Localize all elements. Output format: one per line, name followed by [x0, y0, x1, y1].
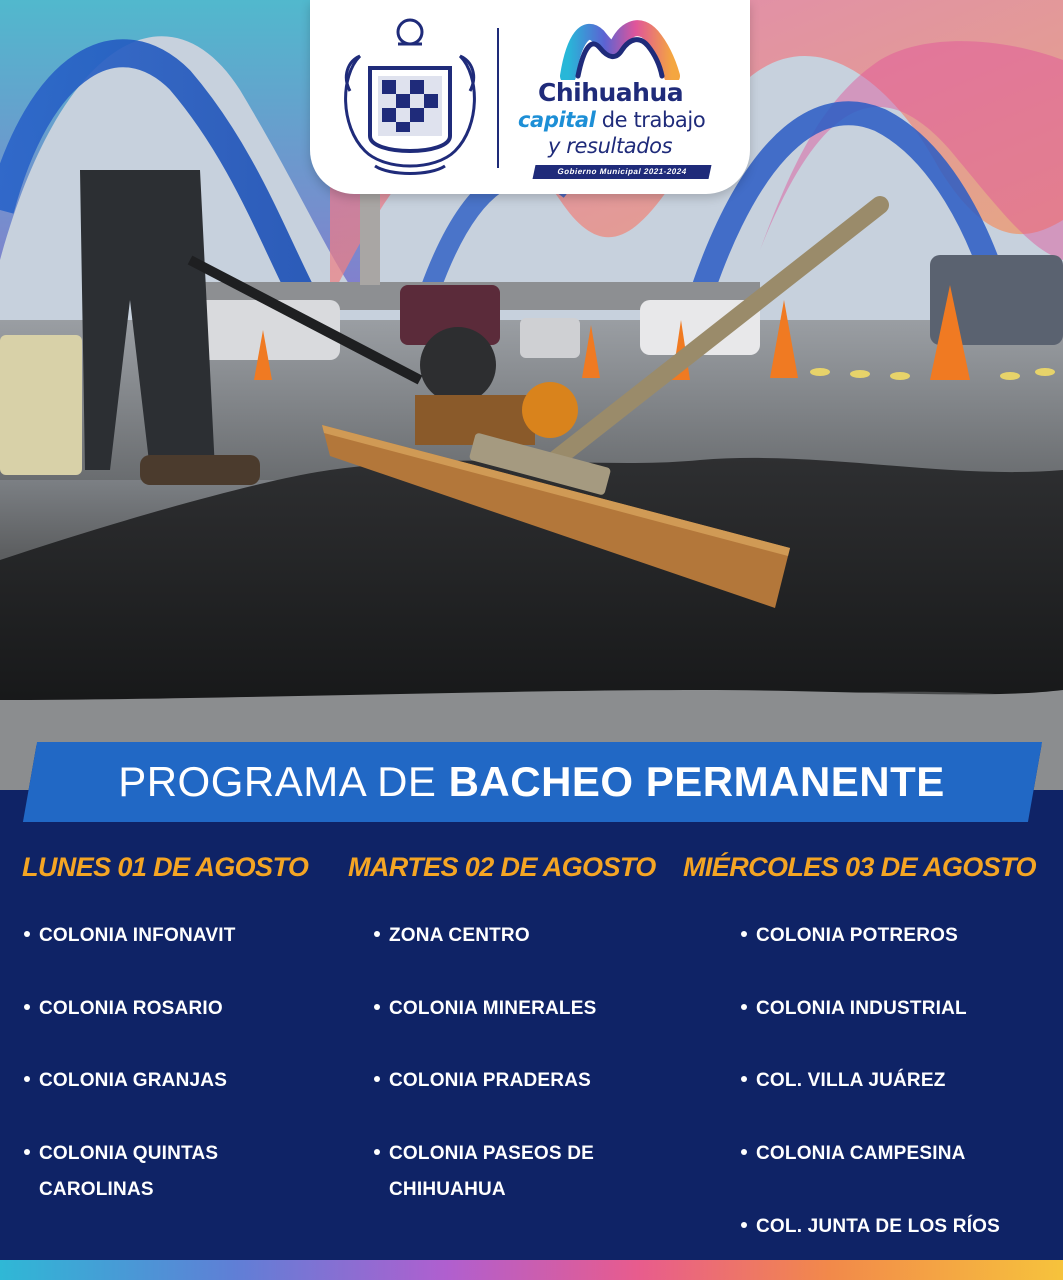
- list-item: COLONIA GRANJAS: [24, 1063, 227, 1099]
- day-title: MIÉRCOLES 03 DE AGOSTO: [683, 852, 1036, 882]
- list-item: COLONIA MINERALES: [374, 991, 596, 1027]
- bullet-icon: [24, 1004, 30, 1010]
- brand-slogan-line1: [518, 108, 705, 132]
- bullet-icon: [741, 1149, 747, 1155]
- brand-slogan-line2: y resultados: [548, 134, 673, 158]
- bullet-icon: [374, 1076, 380, 1082]
- day-title: LUNES 01 DE AGOSTO: [22, 852, 309, 882]
- program-title-bold: BACHEO PERMANENTE: [448, 758, 945, 805]
- list-item: COLONIA PASEOS DE CHIHUAHUA: [374, 1136, 594, 1208]
- bullet-icon: [741, 1004, 747, 1010]
- list-item: COLONIA INDUSTRIAL: [741, 991, 967, 1027]
- bullet-icon: [374, 1004, 380, 1010]
- list-item: ZONA CENTRO: [374, 918, 530, 954]
- brand-slogan-accent: capital: [518, 108, 596, 132]
- brand-slogan-rest: de trabajo: [595, 108, 706, 132]
- list-item: COLONIA INFONAVIT: [24, 918, 236, 954]
- rainbow-strip: [0, 1260, 1063, 1280]
- bullet-icon: [741, 1076, 747, 1082]
- logo-divider: [497, 28, 499, 168]
- list-item: COL. JUNTA DE LOS RÍOS: [741, 1209, 1000, 1245]
- bullet-icon: [374, 1149, 380, 1155]
- list-item: COLONIA QUINTAS CAROLINAS: [24, 1136, 218, 1208]
- bullet-icon: [741, 1222, 747, 1228]
- bullet-icon: [24, 1076, 30, 1082]
- program-title: [0, 752, 1063, 812]
- list-item: COLONIA PRADERAS: [374, 1063, 591, 1099]
- brand-mountains-icon: [560, 18, 680, 80]
- coat-of-arms-icon: [340, 16, 480, 181]
- list-item: COLONIA ROSARIO: [24, 991, 223, 1027]
- bullet-icon: [374, 931, 380, 937]
- schedule-section: [0, 822, 1063, 1260]
- government-tag: Gobierno Municipal 2021-2024: [533, 165, 712, 179]
- brand-name: Chihuahua: [538, 78, 684, 107]
- bullet-icon: [24, 931, 30, 937]
- logo-card: [310, 0, 750, 194]
- list-item: COLONIA POTREROS: [741, 918, 958, 954]
- bullet-icon: [24, 1149, 30, 1155]
- list-item: COL. VILLA JUÁREZ: [741, 1063, 946, 1099]
- bullet-icon: [741, 931, 747, 937]
- day-title: MARTES 02 DE AGOSTO: [348, 852, 656, 882]
- program-title-regular: PROGRAMA DE: [118, 758, 449, 805]
- list-item: COLONIA CAMPESINA: [741, 1136, 966, 1172]
